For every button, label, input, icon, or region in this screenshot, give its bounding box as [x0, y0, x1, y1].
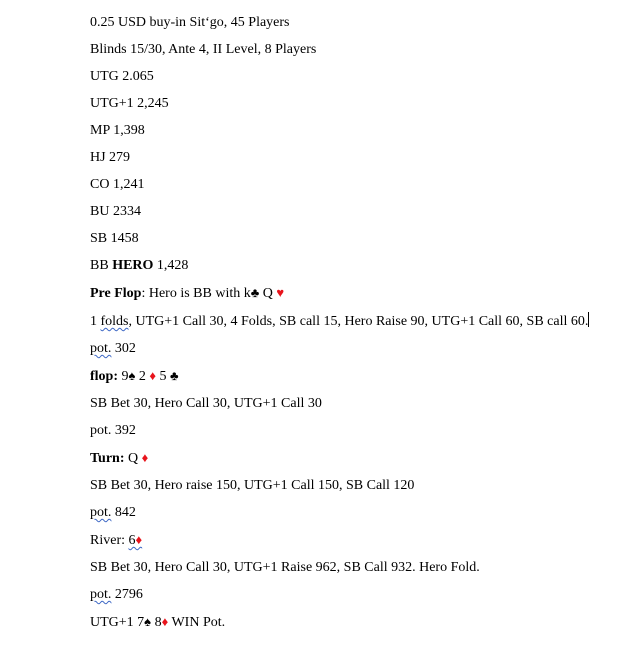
- stack-sb: SB 1458: [90, 231, 139, 246]
- pot-value: 2796: [111, 587, 143, 602]
- spade-icon: ♠: [128, 368, 136, 383]
- pot-word: pot.: [90, 587, 112, 602]
- bb-stack: 1,428: [153, 258, 189, 273]
- flop-label: flop:: [90, 369, 118, 384]
- diamond-icon: ♦: [161, 614, 169, 629]
- turn-card: [90, 449, 620, 467]
- stack-bu: BU 2334: [90, 204, 141, 219]
- preflop-action: [90, 312, 620, 330]
- flop-action: SB Bet 30, Hero Call 30, UTG+1 Call 30: [90, 396, 322, 411]
- spade-icon: ♠: [144, 614, 152, 629]
- club-icon: ♣: [250, 285, 260, 300]
- pot-word: pot.: [90, 341, 112, 356]
- river-rank-text: 6: [128, 533, 136, 548]
- pot-river: [90, 586, 620, 603]
- stack-bb-hero: [90, 257, 620, 274]
- preflop-text: : Hero is BB with k: [141, 286, 251, 301]
- river-action: SB Bet 30, Hero Call 30, UTG+1 Raise 962, SB Call 932. Hero Fold.: [90, 560, 480, 575]
- heart-icon: ♥: [276, 285, 285, 300]
- result-c: WIN Pot.: [168, 615, 226, 630]
- preflop-hand: [90, 284, 620, 302]
- club-icon: ♣: [170, 368, 179, 383]
- preflop-card2: Q: [259, 286, 277, 301]
- flop-card2: 2: [135, 369, 150, 384]
- pot-flop: pot. 392: [90, 423, 136, 438]
- bb-prefix: BB: [90, 258, 113, 273]
- stack-co: CO 1,241: [90, 177, 145, 192]
- preflop-action-folds: folds: [100, 314, 129, 329]
- pot-value: 302: [111, 341, 136, 356]
- flop-card1: 9: [118, 369, 129, 384]
- river-card-rank: [129, 533, 143, 548]
- river-card: [90, 531, 620, 549]
- result-a: UTG+1 7: [90, 615, 145, 630]
- flop-card3: 5: [156, 369, 171, 384]
- stack-mp: MP 1,398: [90, 123, 145, 138]
- diamond-icon: ♦: [149, 368, 157, 383]
- showdown-result: [90, 613, 620, 631]
- text-cursor[interactable]: [588, 312, 589, 327]
- stack-hj: HJ 279: [90, 150, 131, 165]
- stack-utg1: UTG+1 2,245: [90, 96, 169, 111]
- turn-label: Turn:: [90, 451, 125, 466]
- blinds-info: Blinds 15/30, Ante 4, II Level, 8 Players: [90, 42, 317, 57]
- pot-turn: [90, 504, 620, 521]
- pot-preflop: [90, 340, 620, 357]
- pot-value: 842: [111, 505, 136, 520]
- hero-label: HERO: [112, 258, 154, 273]
- turn-action: SB Bet 30, Hero raise 150, UTG+1 Call 150, SB Call 120: [90, 478, 415, 493]
- preflop-action-b: , UTG+1 Call 30, 4 Folds, SB call 15, Hero Raise 90, UTG+1 Call 60, SB call 60.: [128, 314, 589, 329]
- result-b: 8: [151, 615, 162, 630]
- preflop-label: Pre Flop: [90, 286, 142, 301]
- river-label: River:: [90, 533, 129, 548]
- turn-card-rank: Q: [124, 451, 142, 466]
- tournament-info: 0.25 USD buy-in Sit‘go, 45 Players: [90, 15, 290, 30]
- pot-word: pot.: [90, 505, 112, 520]
- flop-cards: [90, 367, 620, 385]
- document-body: [90, 14, 620, 631]
- diamond-icon: ♦: [141, 450, 149, 465]
- stack-utg: UTG 2.065: [90, 69, 154, 84]
- preflop-action-a: 1: [90, 314, 101, 329]
- diamond-icon: ♦: [135, 532, 143, 547]
